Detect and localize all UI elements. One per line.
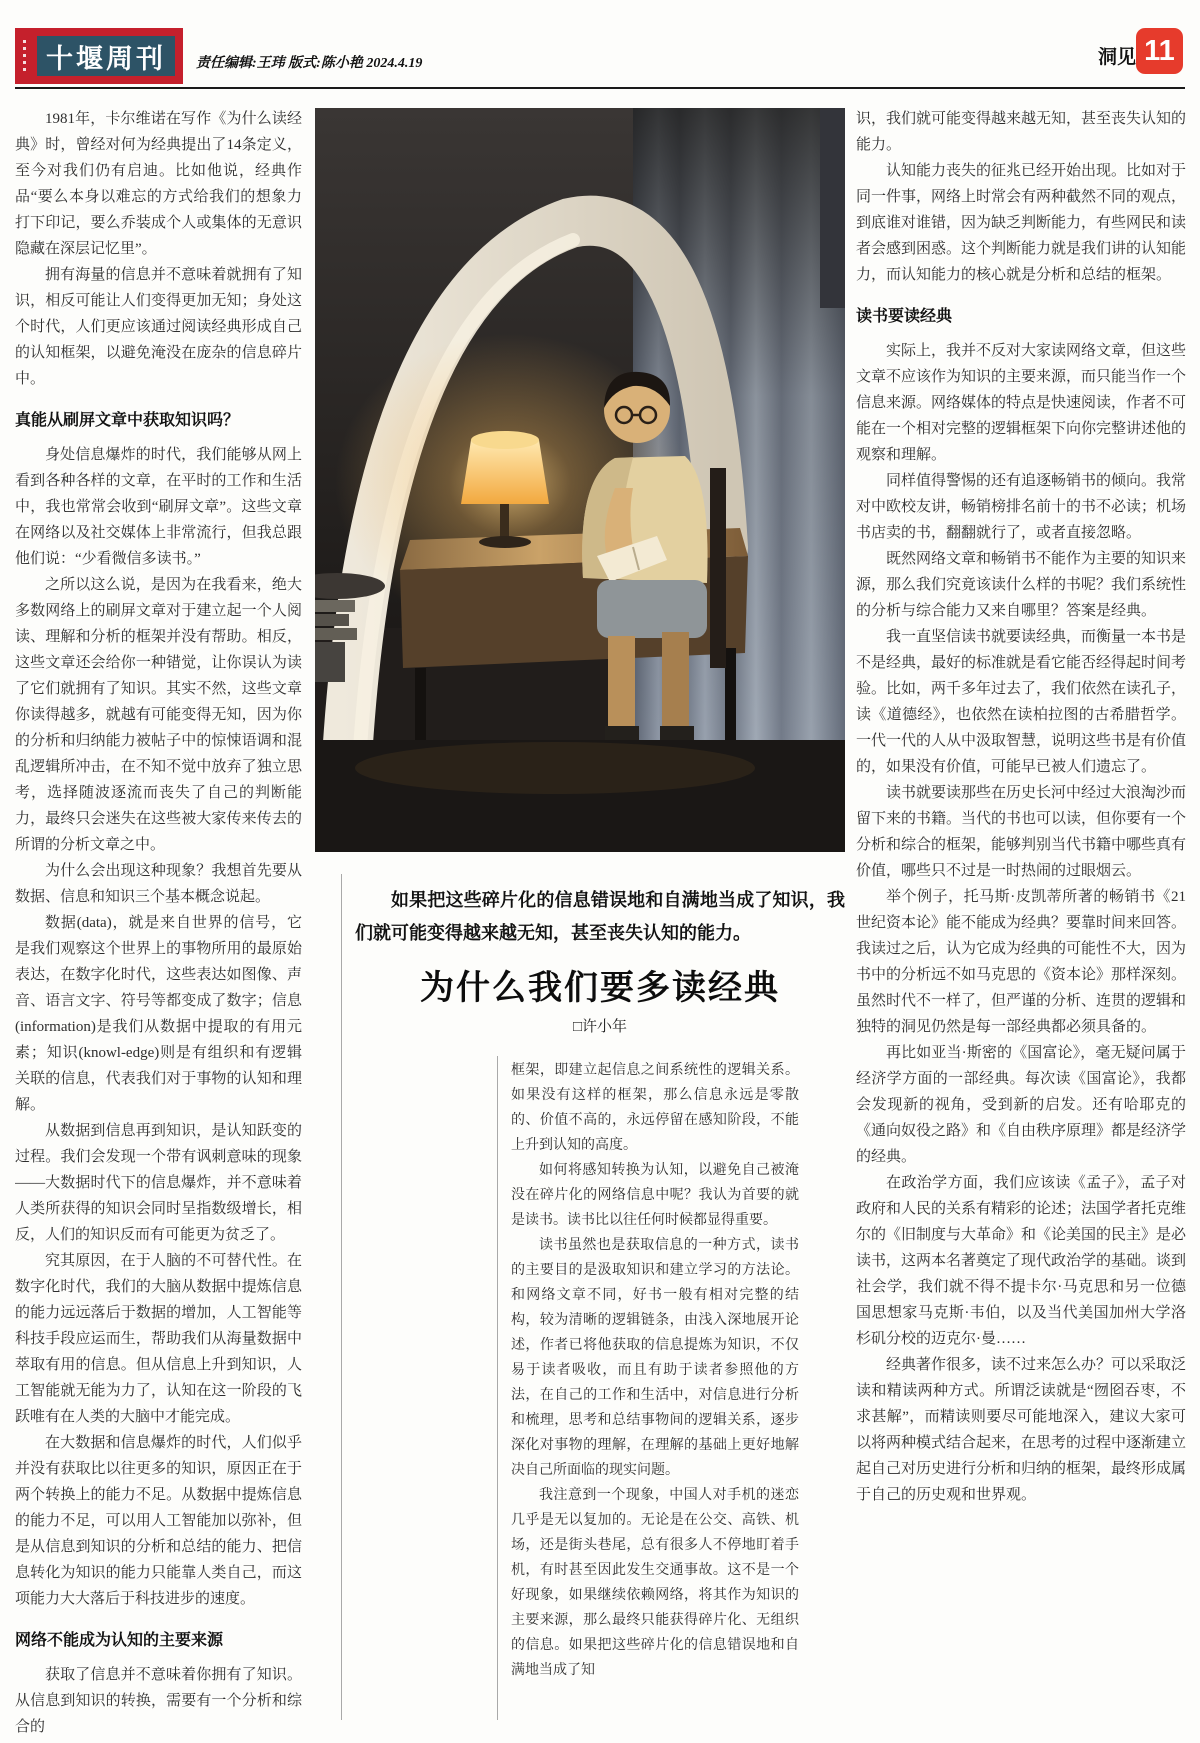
page-number: 11: [1144, 34, 1175, 67]
section-heading: 读书要读经典: [856, 308, 953, 325]
header-rule: [15, 87, 1185, 89]
article-photo-man-reading-at-desk: [315, 108, 845, 852]
body-paragraph: 框架，即建立起信息之间系统性的逻辑关系。如果没有这样的框架，那么信息永远是零散的、价值不高的，永远停留在感知阶段，不能上升到认知的高度。: [511, 1063, 799, 1153]
body-paragraph: 为什么会出现这种现象？我想首先要从数据、信息和知识三个基本概念说起。: [15, 863, 302, 905]
section-heading: 网络不能成为认知的主要来源: [15, 1632, 224, 1649]
logo-title: 十堰周刊: [46, 43, 166, 74]
body-paragraph: 我一直坚信读书就要读经典，而衡量一本书是不是经典，最好的标准就是看它能否经得起时间考验。比如，两千多年过去了，我们依然在读孔子，读《道德经》，也依然在读柏拉图的古希腊哲学。一代一代的人从中汲取智慧，说明这些书是有价值的，如果没有价值，可能早已被人们遗忘了。: [856, 629, 1186, 775]
left-text-column: [15, 106, 302, 1740]
section-name: 洞见: [1098, 47, 1137, 68]
body-paragraph: 之所以这么说，是因为在我看来，绝大多数网络上的刷屏文章对于建立起一个人阅读、理解和分析的框架并没有帮助。相反，这些文章还会给你一种错觉，让你误认为读了它们就拥有了知识。其实不然，这些文章你读得越多，就越有可能变得无知，因为你的分析和归纳能力被帖子中的惊悚语调和混乱逻辑所冲击，在不知不觉中放弃了独立思考，选择随波逐流而丧失了自己的判断能力，最终只会迷失在这些被大家传来传去的所谓的分析文章之中。: [15, 577, 302, 853]
body-paragraph: 既然网络文章和畅销书不能作为主要的知识来源，那么我们究竟该读什么样的书呢？我们系统性的分析与综合能力又来自哪里？答案是经典。: [856, 551, 1186, 619]
body-paragraph: 身处信息爆炸的时代，我们能够从网上看到各种各样的文章，在平时的工作和生活中，我也常常会收到“刷屏文章”。这些文章在网络以及社交媒体上非常流行，但我总跟他们说：“少看微信多读书。”: [15, 447, 302, 567]
column-rule-middle: [497, 1056, 498, 1720]
body-paragraph: 我注意到一个现象，中国人对手机的迷恋几乎是无以复加的。无论是在公交、高铁、机场，还是街头巷尾，总有很多人不停地盯着手机，有时甚至因此发生交通事故。这不是一个好现象，如果继续依赖网络，将其作为知识的主要来源，那么最终只能获得碎片化、无组织的信息。如果把这些碎片化的信息错误地和自满地当成了知: [511, 1488, 799, 1678]
article-author: □许小年: [572, 1019, 628, 1035]
body-paragraph: 在政治学方面，我们应该读《孟子》，孟子对政府和人民的关系有精彩的论述；法国学者托克维尔的《旧制度与大革命》和《论美国的民主》是必读书，这两本名著奠定了现代政治学的基础。谈到社会学，我们就不得不提卡尔·马克思和另一位德国思想家马克斯·韦伯，以及当代美国加州大学洛杉矶分校的迈克尔·曼……: [856, 1175, 1186, 1347]
photo-caption: 如果把这些碎片化的信息错误地和自满地当成了知识，我们就可能变得越来越无知，甚至丧失认知的能力。: [355, 890, 845, 943]
article-title: 为什么我们要多读经典: [420, 970, 780, 1007]
body-paragraph: 实际上，我并不反对大家读网络文章，但这些文章不应该作为知识的主要来源，而只能当作一个信息来源。网络媒体的特点是快速阅读，作者不可能在一个相对完整的逻辑框架下向你完整讲述他的观察和理解。: [856, 343, 1186, 463]
body-paragraph: 究其原因，在于人脑的不可替代性。在数字化时代，我们的大脑从数据中提炼信息的能力远远落后于数据的增加，人工智能等科技手段应运而生，帮助我们从海量数据中萃取有用的信息。但从信息上升到知识，人工智能就无能为力了，认知在这一阶段的飞跃唯有在人类的大脑中才能完成。: [15, 1253, 302, 1425]
section-heading: 真能从刷屏文章中获取知识吗？: [15, 412, 240, 429]
body-paragraph: 1981年，卡尔维诺在写作《为什么读经典》时，曾经对何为经典提出了14条定义，至今对我们仍有启迪。比如他说，经典作品“要么本身以难忘的方式给我们的想象力打下印记，要么乔装成个人或集体的无意识隐藏在深层记忆里”。: [15, 111, 302, 257]
body-paragraph: 读书虽然也是获取信息的一种方式，读书的主要目的是汲取知识和建立学习的方法论。和网络文章不同，好书一般有相对完整的结构，较为清晰的逻辑链条，由浅入深地展开论述，作者已将他获取的信息提炼为知识，不仅易于读者吸收，而且有助于读者参照他的方法，在自己的工作和生活中，对信息进行分析和梳理，思考和总结事物间的逻辑关系，逐步深化对事物的理解，在理解的基础上更好地解决自己所面临的现实问题。: [511, 1238, 799, 1478]
middle-text-column: [511, 1058, 799, 1734]
body-paragraph: 再比如亚当·斯密的《国富论》，毫无疑问属于经济学方面的一部经典。每次读《国富论》，我都会发现新的视角，受到新的启发。还有哈耶克的《通向奴役之路》和《自由秩序原理》都是经济学的经典。: [856, 1045, 1186, 1165]
body-paragraph: 识，我们就可能变得越来越无知，甚至丧失认知的能力。: [856, 111, 1186, 153]
body-paragraph: 经典著作很多，读不过来怎么办？可以采取泛读和精读两种方式。所谓泛读就是“囫囵吞枣，不求甚解”，而精读则要尽可能地深入，建议大家可以将两种模式结合起来，在思考的过程中逐渐建立起自己对历史进行分析和归纳的框架，最终形成属于自己的历史观和世界观。: [856, 1357, 1186, 1503]
photo-floor: [315, 740, 845, 852]
right-text-column: [856, 106, 1186, 1740]
body-paragraph: 读书就要读那些在历史长河中经过大浪淘沙而留下来的书籍。当代的书也可以读，但你要有一个分析和综合的框架，能够判别当代书籍中哪些真有价值，哪些只不过是一时热闹的过眼烟云。: [856, 785, 1186, 879]
body-paragraph: 获取了信息并不意味着你拥有了知识。从信息到知识的转换，需要有一个分析和综合的: [15, 1667, 302, 1735]
column-rule-left: [341, 874, 342, 1720]
body-paragraph: 拥有海量的信息并不意味着就拥有了知识，相反可能让人们变得更加无知；身处这个时代，人们更应该通过阅读经典形成自己的认知框架，以避免淹没在庞杂的信息碎片中。: [15, 267, 302, 387]
body-paragraph: 在大数据和信息爆炸的时代，人们似乎并没有获取比以往更多的知识，原因正在于两个转换上的能力不足。从数据中提炼信息的能力不足，可以用人工智能加以弥补，但是从信息到知识的分析和总结的能力、把信息转化为知识的能力只能靠人类自己，而这项能力大大落后于科技进步的速度。: [15, 1435, 302, 1607]
body-paragraph: 同样值得警惕的还有追逐畅销书的倾向。我常对中欧校友讲，畅销榜排名前十的书不必读；机场书店卖的书，翻翻就行了，或者直接忽略。: [856, 473, 1186, 541]
body-paragraph: 如何将感知转换为认知，以避免自己被淹没在碎片化的网络信息中呢？我认为首要的就是读书。读书比以往任何时候都显得重要。: [511, 1163, 799, 1228]
page-number-badge: [1136, 28, 1183, 74]
body-paragraph: 举个例子，托马斯·皮凯蒂所著的畅销书《21世纪资本论》能不能成为经典？要靠时间来回答。我读过之后，认为它成为经典的可能性不大，因为书中的分析远不如马克思的《资本论》那样深刻。虽然时代不一样了，但严谨的分析、连贯的逻辑和独特的洞见仍然是每一部经典都必须具备的。: [856, 889, 1186, 1035]
newspaper-logo: [15, 28, 183, 84]
body-paragraph: 数据(data)，就是来自世界的信号，它是我们观察这个世界上的事物所用的最原始表达，在数字化时代，这些表达如图像、声音、语言文字、符号等都变成了数字；信息(information)是我们从数据中提取的有用元素；知识(knowl-edge)则是有组织和有逻辑关联的信息，代表我们对于事物的认知和理解。: [15, 915, 302, 1113]
body-paragraph: 从数据到信息再到知识，是认知跃变的过程。我们会发现一个带有讽刺意味的现象——大数据时代下的信息爆炸，并不意味着人类所获得的知识会同时呈指数级增长，相反，人们的知识反而有可能更为贫乏了。: [15, 1123, 302, 1243]
logo-inner-panel: [37, 36, 175, 76]
body-paragraph: 认知能力丧失的征兆已经开始出现。比如对于同一件事，网络上时常会有两种截然不同的观点，到底谁对谁错，因为缺乏判断能力，有些网民和读者会感到困惑。这个判断能力就是我们讲的认知能力，而认知能力的核心就是分析和总结的框架。: [856, 163, 1186, 283]
headline-block: [355, 884, 845, 1036]
logo-decorative-marks: [23, 40, 26, 72]
editor-credit-line: 责任编辑:王玮 版式:陈小艳 2024.4.19: [196, 56, 423, 71]
